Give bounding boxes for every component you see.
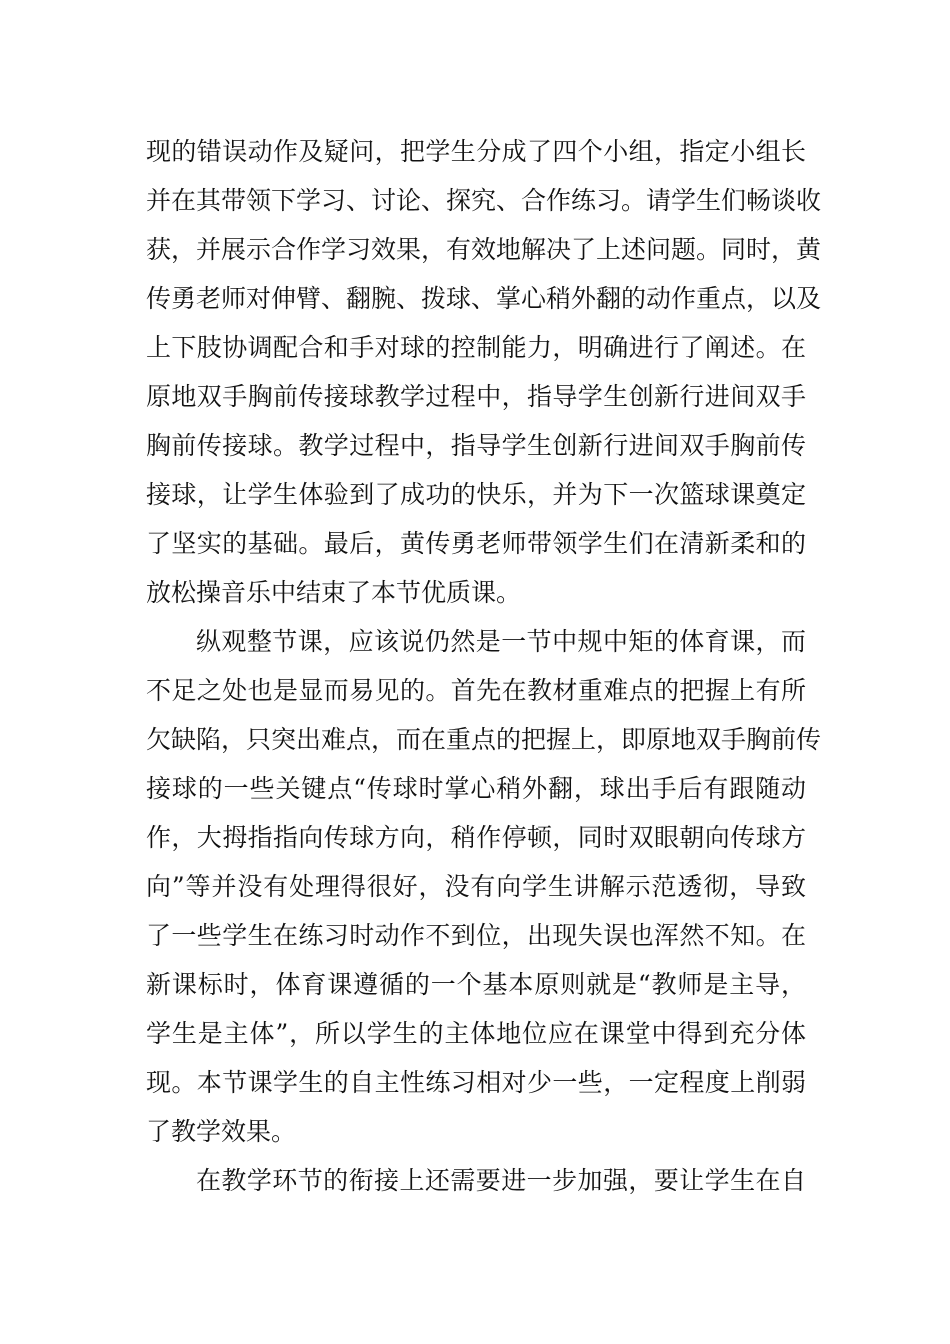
- text-line: 了坚实的基础。最后，黄传勇老师带领学生们在清新柔和的: [146, 529, 806, 558]
- paragraph-3: [146, 1156, 806, 1205]
- paragraph-2: [146, 617, 822, 1156]
- text-line: 在教学环节的衔接上还需要进一步加强，要让学生在自: [196, 1166, 806, 1195]
- text-line: 不足之处也是显而易见的。首先在教材重难点的把握上有所: [146, 676, 806, 705]
- text-line: 新课标时，体育课遵循的一个基本原则就是“教师是主导，: [146, 970, 806, 999]
- text-line: 接球，让学生体验到了成功的快乐，并为下一次篮球课奠定: [146, 480, 806, 509]
- text-line: 纵观整节课，应该说仍然是一节中规中矩的体育课，而: [196, 627, 806, 656]
- text-line: 传勇老师对伸臂、翻腕、拨球、掌心稍外翻的动作重点，以及: [146, 284, 822, 313]
- text-line: 现。本节课学生的自主性练习相对少一些，一定程度上削弱: [146, 1068, 806, 1097]
- text-line: 获，并展示合作学习效果，有效地解决了上述问题。同时，黄: [146, 235, 822, 264]
- text-line: 现的错误动作及疑问，把学生分成了四个小组，指定小组长: [146, 137, 806, 166]
- text-line: 上下肢协调配合和手对球的控制能力，明确进行了阐述。在: [146, 333, 806, 362]
- text-line: 学生是主体”，所以学生的主体地位应在课堂中得到充分体: [146, 1019, 806, 1048]
- text-line: 了教学效果。: [146, 1117, 297, 1146]
- text-line: 原地双手胸前传接球教学过程中，指导学生创新行进间双手: [146, 382, 806, 411]
- text-line: 并在其带领下学习、讨论、探究、合作练习。请学生们畅谈收: [146, 186, 822, 215]
- text-line: 放松操音乐中结束了本节优质课。: [146, 578, 522, 607]
- text-line: 作，大拇指指向传球方向，稍作停顿，同时双眼朝向传球方: [146, 823, 806, 852]
- paragraph-1: [146, 127, 822, 617]
- text-line: 欠缺陷，只突出难点，而在重点的把握上，即原地双手胸前传: [146, 725, 822, 754]
- text-line: 胸前传接球。教学过程中，指导学生创新行进间双手胸前传: [146, 431, 806, 460]
- text-line: 接球的一些关键点“传球时掌心稍外翻，球出手后有跟随动: [146, 774, 806, 803]
- text-line: 向”等并没有处理得很好，没有向学生讲解示范透彻，导致: [146, 872, 806, 901]
- text-line: 了一些学生在练习时动作不到位，出现失误也浑然不知。在: [146, 921, 806, 950]
- document-body: [146, 127, 822, 1205]
